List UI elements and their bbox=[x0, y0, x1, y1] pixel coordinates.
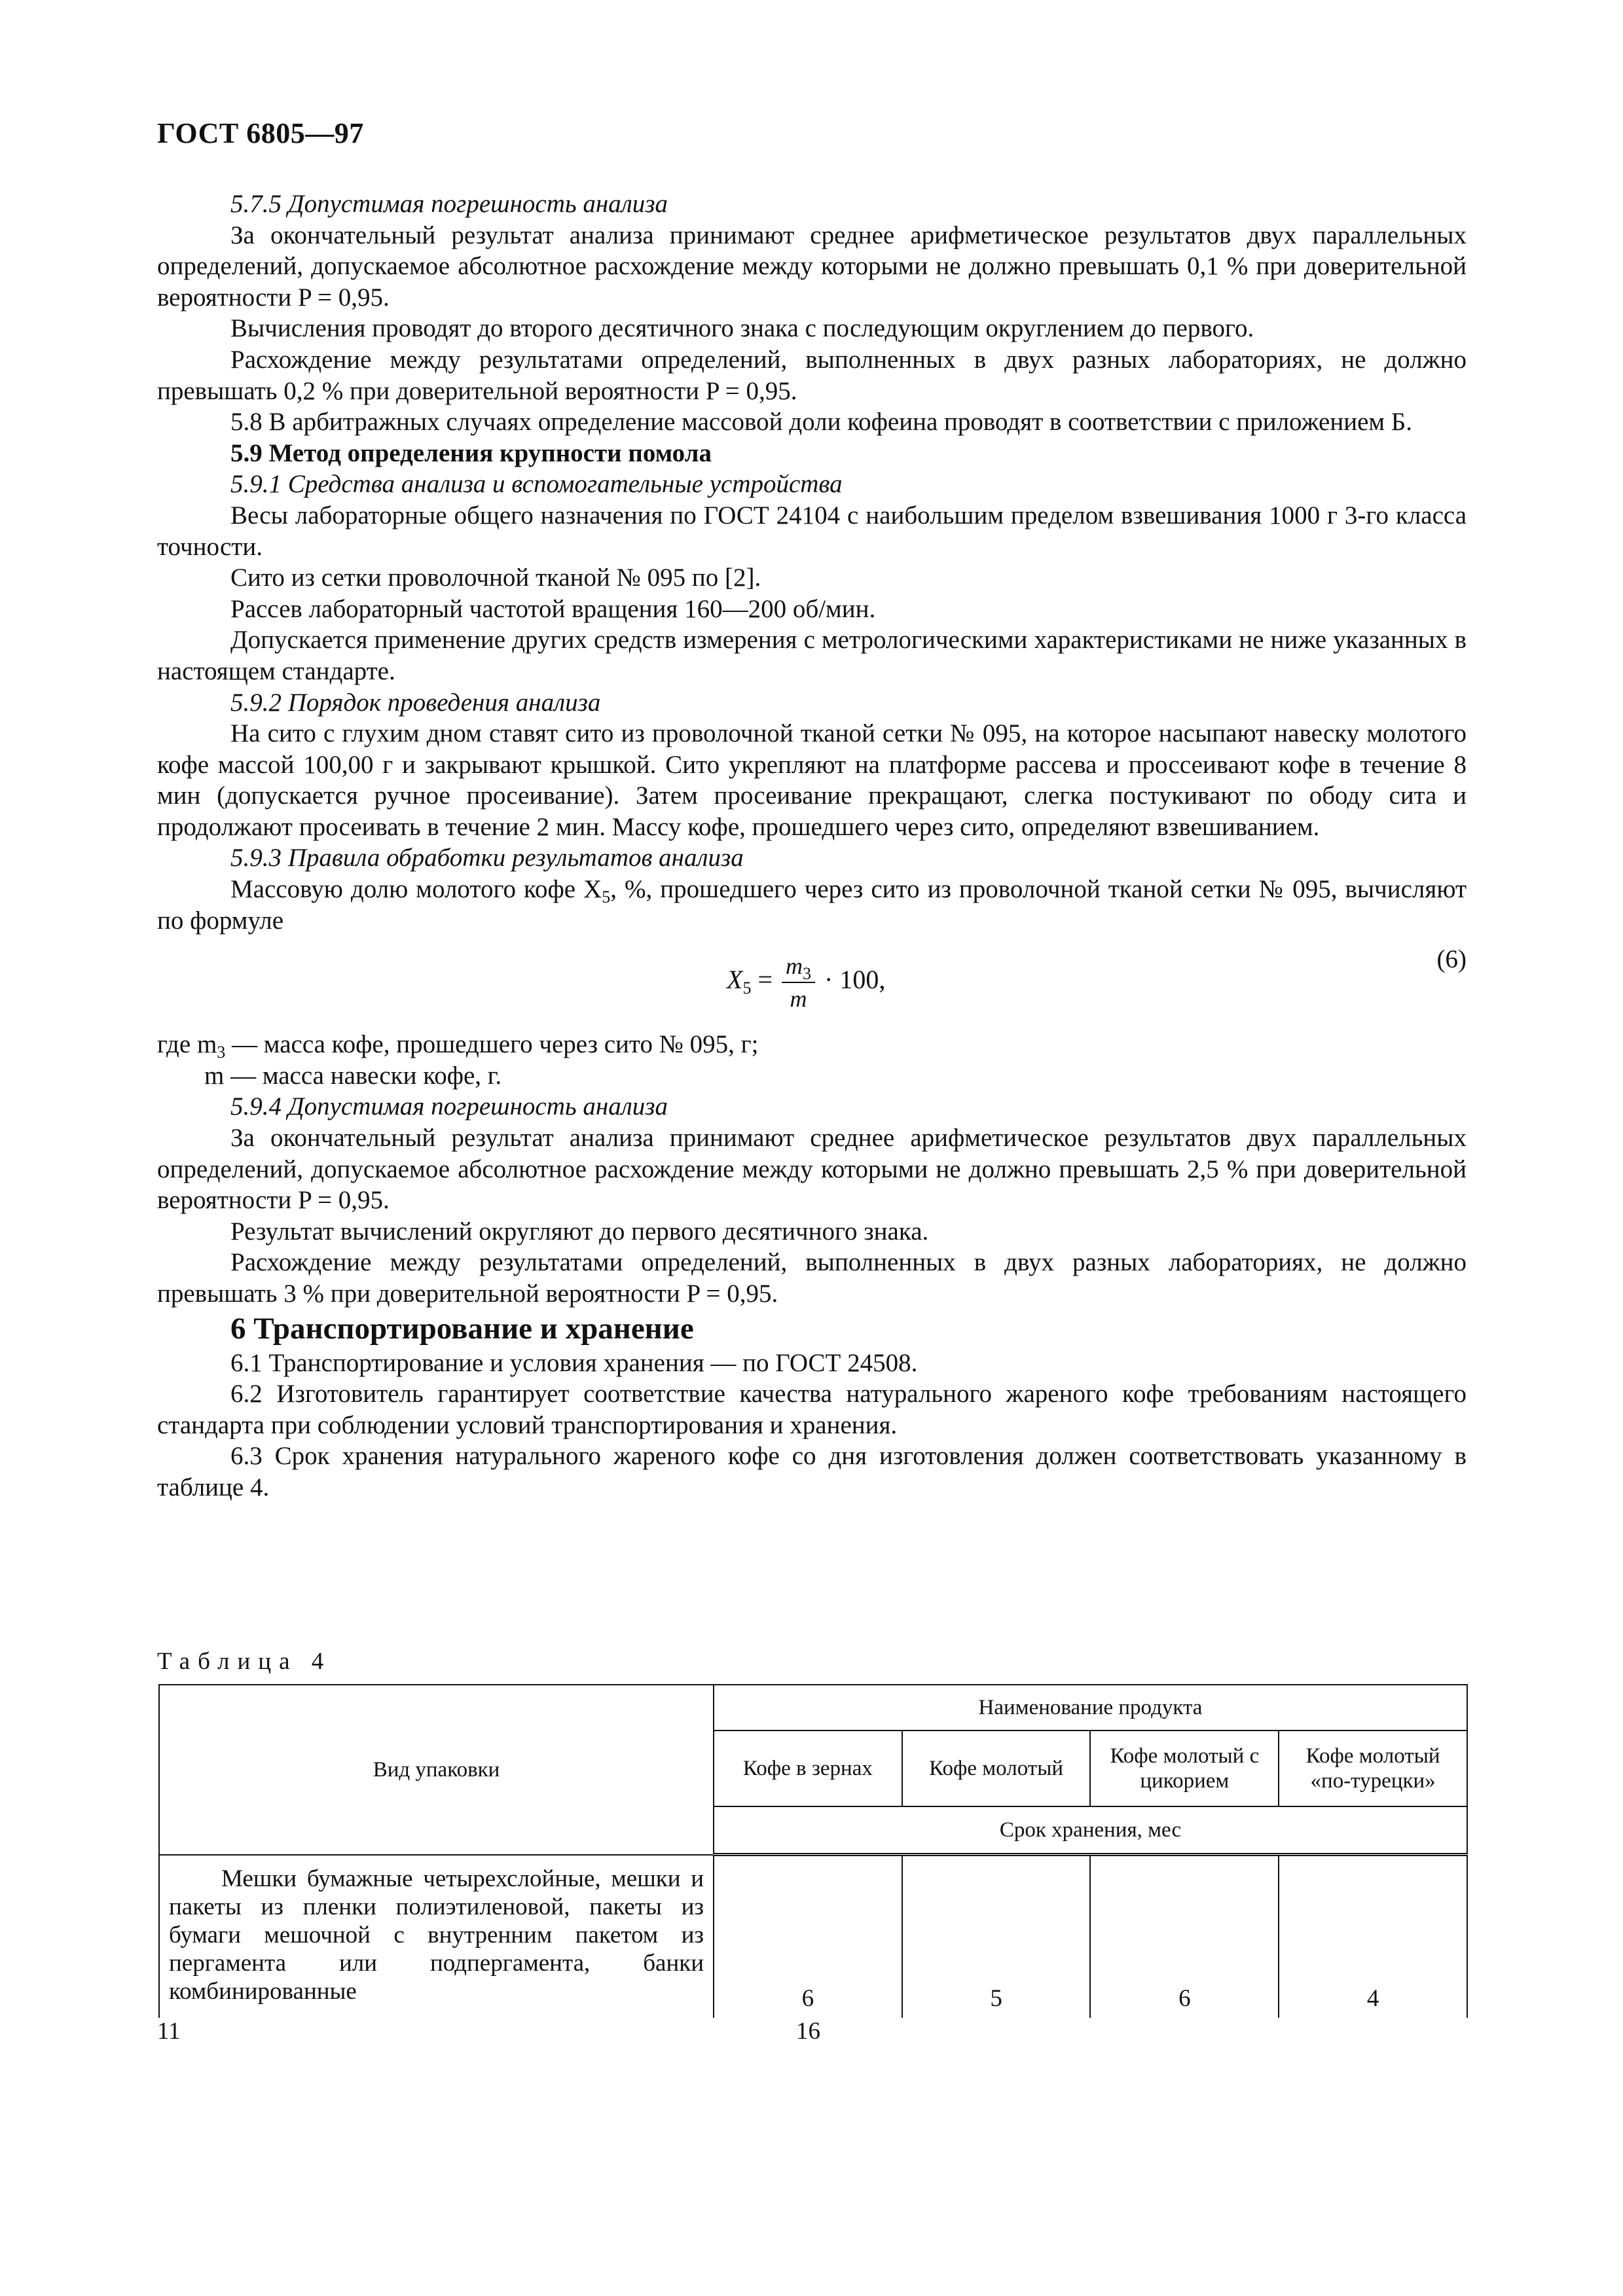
paragraph: На сито с глухим дном ставят сито из проволочной тканой сетки № 095, на которое насыпают навеску молотого кофе массой 100,00 г и закрывают крышкой. Сито укрепляют на платформе рассева и проссеивают кофе в течение 8 мин (допускается ручное просеивание). Затем просеивание прекращают, слегка постукивают по ободу сита и продолжают просеивать в течение 2 мин. Массу кофе, прошедшего через сито, определяют взвешиванием. bbox=[157, 719, 1467, 841]
section-5-9-4-title: 5.9.4 Допустимая погрешность анализа bbox=[230, 1092, 668, 1121]
storage-table bbox=[158, 1684, 1468, 2018]
value-cell: 5 bbox=[902, 1855, 1091, 2017]
paragraph: Результат вычислений округляют до первого десятичного знака. bbox=[230, 1217, 929, 1246]
paragraph: 6.2 Изготовитель гарантирует соответствие качества натурального жареного кофе требованиям настоящего стандарта при соблюдении условий транспортирования и хранения. bbox=[157, 1380, 1467, 1439]
value-cell: 4 bbox=[1279, 1855, 1467, 2017]
paragraph: Расхождение между результатами определений, выполненных в двух разных лабораториях, не должно превышать 0,2 % при доверительной вероятности P = 0,95. bbox=[157, 345, 1467, 405]
value-cell: 6 bbox=[1090, 1855, 1279, 2017]
paragraph: Сито из сетки проволочной тканой № 095 по [2]. bbox=[230, 564, 761, 592]
paragraph: Весы лабораторные общего назначения по ГОСТ 24104 с наибольшим пределом взвешивания 1000 г 3-го класса точности. bbox=[157, 501, 1467, 561]
formula-fraction: $\frac{m_3}{m}$ bbox=[782, 953, 815, 1012]
value-cell: 6 bbox=[714, 1855, 902, 2017]
formula-expression: $X_5$ = $\frac{m_3}{m}$ · 100, bbox=[727, 953, 886, 1013]
unit-header: Срок хранения, мес bbox=[714, 1806, 1467, 1855]
paragraph: Допускается применение других средств измерения с метрологическими характеристиками не ниже указанных в настоящем стандарте. bbox=[157, 626, 1467, 685]
paragraph: Расхождение между результатами определений, выполненных в двух разных лабораториях, не должно превышать 3 % при доверительной вероятности P = 0,95. bbox=[157, 1248, 1467, 1308]
paragraph: Рассев лабораторный частотой вращения 160—200 об/мин. bbox=[230, 594, 876, 623]
paragraph: 6.1 Транспортирование и условия хранения — по ГОСТ 24508. bbox=[230, 1348, 918, 1377]
section-5-8: 5.8 В арбитражных случаях определение массовой доли кофеина проводят в соответствии с приложением Б. bbox=[230, 408, 1412, 437]
formula-number: (6) bbox=[1436, 945, 1467, 974]
section-6-title: 6 Транспортирование и хранение bbox=[230, 1311, 694, 1346]
section-5-9-1-title: 5.9.1 Средства анализа и вспомогательные устройства bbox=[230, 470, 843, 499]
formula-6 bbox=[157, 942, 1467, 1018]
where-line: где $m_3$ — масса кофе, прошедшего через сито № 095, г; bbox=[157, 1030, 759, 1062]
section-5-9-3-title: 5.9.3 Правила обработки результатов анализа bbox=[230, 844, 744, 872]
paragraph: За окончательный результат анализа принимают среднее арифметическое результатов двух параллельных определений, допускаемое абсолютное расхождение между которыми не должно превышать 0,1 % при доверительной вероятности P = 0,95. bbox=[157, 221, 1467, 312]
section-5-9-2-title: 5.9.2 Порядок проведения анализа bbox=[230, 688, 601, 717]
section-5-9-title: 5.9 Метод определения крупности помола bbox=[230, 439, 712, 467]
document-header: ГОСТ 6805—97 bbox=[157, 117, 364, 149]
section-5-7-5-title: 5.7.5 Допустимая погрешность анализа bbox=[230, 190, 668, 218]
page-number: 16 bbox=[796, 2018, 820, 2045]
where-line: m — масса навески кофе, г. bbox=[204, 1061, 502, 1090]
product-header: Кофе молотый с цикорием bbox=[1090, 1731, 1279, 1806]
paragraph: Вычисления проводят до второго десятичного знака с последующим округлением до первого. bbox=[230, 314, 1254, 343]
paragraph: 6.3 Срок хранения натурального жареного кофе со дня изготовления должен соответствовать указанному в таблице 4. bbox=[157, 1442, 1467, 1501]
table-caption: Таблица 4 bbox=[157, 1648, 332, 1675]
col-packaging-header: Вид упаковки bbox=[159, 1685, 714, 1855]
document-body bbox=[157, 188, 1467, 1503]
group-header: Наименование продукта bbox=[714, 1685, 1467, 1731]
product-header: Кофе в зернах bbox=[714, 1731, 902, 1806]
product-header: Кофе молотый «по-турецки» bbox=[1279, 1731, 1467, 1806]
table-row bbox=[159, 1855, 1467, 2017]
packaging-cell: Мешки бумажные четырехслойные, мешки и пакеты из пленки полиэтиленовой, пакеты из бумаги мешочной с внутренним пакетом из пергамента или подпергамента, банки комбинированные bbox=[159, 1855, 714, 2017]
paragraph: Массовую долю молотого кофе $X_5$, %, прошедшего через сито из проволочной тканой сетки № 095, вычисляют по формуле bbox=[157, 875, 1467, 935]
product-header: Кофе молотый bbox=[902, 1731, 1091, 1806]
footer-left-number: 11 bbox=[157, 2018, 181, 2045]
paragraph: За окончательный результат анализа принимают среднее арифметическое результатов двух параллельных определений, допускаемое абсолютное расхождение между которыми не должно превышать 2,5 % при доверительной вероятности P = 0,95. bbox=[157, 1124, 1467, 1215]
